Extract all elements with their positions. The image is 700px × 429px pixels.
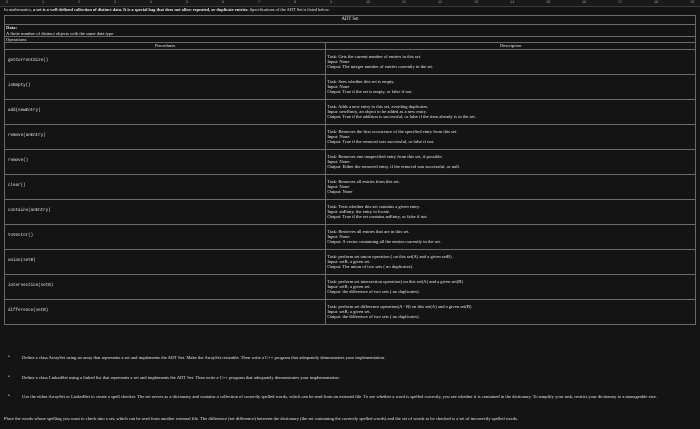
operation-row xyxy=(5,49,696,74)
description-line: Task: perform set union operation ( on this set(A) and a given setB) . xyxy=(327,253,454,259)
procedure-name: union(setB) xyxy=(5,249,326,274)
operation-row xyxy=(5,224,696,249)
ruler-tick-label: 8 xyxy=(294,0,297,4)
ruler-tick-label: 1 xyxy=(42,0,45,4)
procedure-description xyxy=(326,149,696,174)
ruler-tick-label: 3 xyxy=(114,0,117,4)
description-line: Task: Tests whether this set contains a given entry. xyxy=(327,203,421,209)
bullet-dot: • xyxy=(8,394,10,399)
procedure-name: contains(anEntry) xyxy=(5,199,326,224)
procedure-name: clear() xyxy=(5,174,326,199)
description-line: Task: Removes the first occurrence of the specified entry from this set. xyxy=(327,128,458,134)
description-line: Output: True if the set is empty, or false if not. xyxy=(327,89,413,95)
bullet-dot: • xyxy=(8,375,10,380)
procedure-description xyxy=(326,124,696,149)
operation-row xyxy=(5,99,696,124)
ruler-tick-label: 16 xyxy=(582,0,587,4)
description-line: Input: newEntry, an object to be added as a new entry. xyxy=(327,108,427,114)
description-line: Input: None xyxy=(327,58,350,64)
data-text: A finite number of distinct objects with the same data type xyxy=(6,30,114,36)
bullet-dot: • xyxy=(8,355,10,360)
description-line: Output: The integer number of entries currently in the set. xyxy=(327,64,434,70)
bullet-text: Define a class LinkedSet using a linked list that represents a set and implements the ADT Set. Then write a C++ program that adequately demonstrates your implementation. xyxy=(22,375,340,380)
procedure-description xyxy=(326,99,696,124)
ruler-tick-label: 0 xyxy=(6,0,9,4)
description-line: Task: Removes all entries from this set. xyxy=(327,178,400,184)
description-line: Output: The union of two sets ( no duplicates). xyxy=(327,264,414,270)
ruler-tick-label: 10 xyxy=(366,0,371,4)
ruler-tick-label: 18 xyxy=(654,0,659,4)
ruler-tick-label: 13 xyxy=(474,0,479,4)
description-line: Task: Removes one unspecified entry from this set, if possible. xyxy=(327,153,443,159)
procedure-description xyxy=(326,299,696,324)
operations-body xyxy=(5,49,696,324)
procedure-name: add(newEntry) xyxy=(5,99,326,124)
description-line: Task: perform set difference operation(A - B) on this set(A) and a given set(B) xyxy=(327,303,472,309)
procedure-description xyxy=(326,274,696,299)
procedure-description xyxy=(326,249,696,274)
description-line: Output: the difference of two sets ( no duplicates). xyxy=(327,314,420,320)
procedure-name: getCurrentSize() xyxy=(5,49,326,74)
description-line: Input: setB, a given set. xyxy=(327,258,371,264)
operation-row xyxy=(5,149,696,174)
ruler xyxy=(0,0,700,7)
ruler-tick-label: 5 xyxy=(186,0,189,4)
ruler-tick-label: 9 xyxy=(330,0,333,4)
procedure-description xyxy=(326,224,696,249)
description-line: Input: setB, a given set. xyxy=(327,283,371,289)
ruler-tick-label: 4 xyxy=(150,0,153,4)
procedure-description xyxy=(326,74,696,99)
adt-set-table xyxy=(4,15,696,325)
operation-row xyxy=(5,274,696,299)
operations-label: Operations: xyxy=(5,37,696,43)
operation-row xyxy=(5,174,696,199)
bullet-text: Use the either ArraySet or LinkedSet to create a spell checker. The set serves as a dictionary and contains a collection of correctly spelled words, which can be read from an external file. To see whether a word is spelled correctly, you see whether it is contained in the dictionary. To simplify your task, restrict your dictionary to a manageable size. xyxy=(22,394,657,399)
description-line: Input: None. xyxy=(327,133,351,139)
description-line: Output: True if the addition is successful, or false if the item already is in the set. xyxy=(327,114,476,120)
bullet-text: Define a class ArraySet using an array that represents a set and implements the ADT Set. Make the ArraySet resizable. Then write a C++ program that adequately demonstrates your implementation. xyxy=(22,355,386,360)
ruler-tick-label: 6 xyxy=(222,0,225,4)
intro-prefix: In mathematics, xyxy=(4,7,34,12)
description-line: Task: Sees whether this set is empty. xyxy=(327,78,395,84)
ruler-tick-label: 11 xyxy=(402,0,406,4)
description-line: Task: Adds a new entry to this set, avoiding duplicates. xyxy=(327,103,429,109)
description-line: Task: Gets the current number of entries in this set. xyxy=(327,53,422,59)
intro-suffix: Specifications of the ADT Set is listed below. xyxy=(248,7,330,12)
ruler-tick-label: 19 xyxy=(690,0,695,4)
operation-row xyxy=(5,199,696,224)
description-line: Input: anEntry, the entry to locate. xyxy=(327,208,391,214)
operation-row xyxy=(5,249,696,274)
description-line: Output: None xyxy=(327,189,353,195)
operation-row xyxy=(5,74,696,99)
description-line: Output: True if the set contains anEntry, or false if not. xyxy=(327,214,428,220)
ruler-tick-label: 7 xyxy=(258,0,261,4)
footer-paragraph: Place the words whose spelling you want to check into a set, which can be read from another external file. The difference (set difference) between the dictionary (the set containing the correctly spelled words) and the set of words to be checked is a set of incorrectly spelled words. xyxy=(4,416,519,421)
description-line: Input: None xyxy=(327,83,350,89)
ruler-tick-label: 15 xyxy=(546,0,551,4)
table-title: ADT Set xyxy=(5,16,696,25)
procedure-name: intersection(setB) xyxy=(5,274,326,299)
description-line: Output: the difference of two sets ( no duplicates). xyxy=(327,289,420,295)
procedure-description xyxy=(326,49,696,74)
description-line: Task: Retrieves all entries that are in this set. xyxy=(327,228,410,234)
col-description: Description xyxy=(326,43,696,49)
procedure-name: toVector() xyxy=(5,224,326,249)
procedure-name: difference(setB) xyxy=(5,299,326,324)
description-line: Output: True if the removal was successful, or false if not. xyxy=(327,139,435,145)
procedure-description xyxy=(326,174,696,199)
intro-bold: a set is a well-defined collection of distinct data. It is a special bag that does not allow repeated, or duplicate entries. xyxy=(33,7,249,12)
description-line: Output: A vector containing all the entries currently in the set. xyxy=(327,239,441,245)
intro-paragraph xyxy=(4,7,694,12)
ruler-tick-label: 12 xyxy=(438,0,443,4)
data-label: Data: xyxy=(6,25,17,31)
description-line: Input: None. xyxy=(327,233,351,239)
ruler-tick-label: 17 xyxy=(618,0,623,4)
procedure-description xyxy=(326,199,696,224)
procedure-name: isEmpty() xyxy=(5,74,326,99)
description-line: Task: perform set intersection operation) on this set(A) and a given set(B) xyxy=(327,278,463,284)
description-line: Output: Either the removed entry, if the removal was successful, or null. xyxy=(327,164,460,170)
ruler-tick-label: 14 xyxy=(510,0,515,4)
procedure-name: remove(anEntry) xyxy=(5,124,326,149)
description-line: Input: None. xyxy=(327,158,351,164)
description-line: Input: setB, a given set. xyxy=(327,308,371,314)
data-cell xyxy=(5,25,696,37)
ruler-tick-label: 2 xyxy=(78,0,81,4)
operation-row xyxy=(5,124,696,149)
description-line: Input: None xyxy=(327,183,350,189)
col-procedures: Procedures xyxy=(5,43,326,49)
operation-row xyxy=(5,299,696,324)
procedure-name: remove() xyxy=(5,149,326,174)
